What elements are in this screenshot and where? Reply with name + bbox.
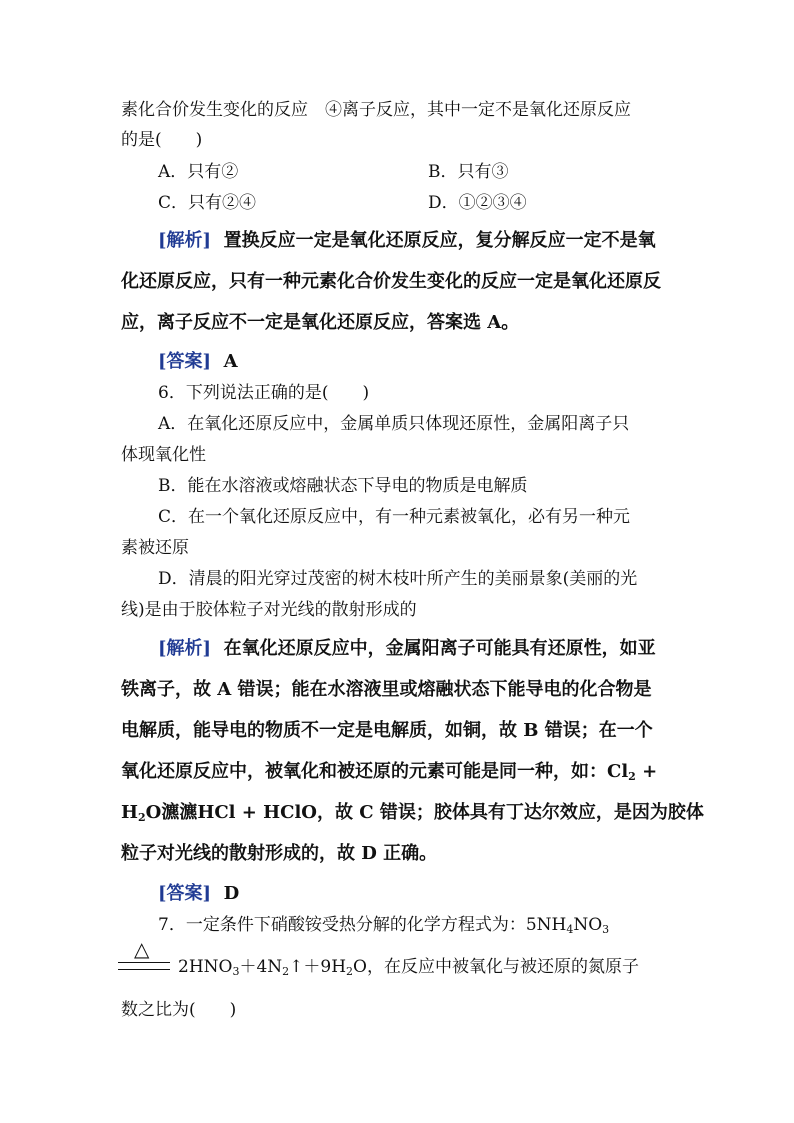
q5-analysis-line1: [解析] 置换反应一定是氧化还原反应，复分解反应一定不是氧 (158, 230, 656, 251)
q5-option-c: C．只有②④ (158, 193, 257, 213)
answer-tag: [答案] (158, 351, 212, 372)
q5-analysis-line3: 应，离子反应不一定是氧化还原反应，答案选 A。 (121, 312, 520, 333)
q6-option-b: B．能在水溶液或熔融状态下导电的物质是电解质 (158, 476, 528, 496)
analysis-tag: [解析] (158, 230, 212, 251)
q6-answer: [答案] D (158, 883, 240, 904)
q7-line3: 数之比为( ) (121, 1000, 237, 1020)
q5-analysis-line2: 化还原反应，只有一种元素化合价发生变化的反应一定是氧化还原反 (121, 271, 661, 292)
analysis-tag: [解析] (158, 638, 212, 659)
q7-line2: $2HNO_3+4N_2↑+9H_2O$，在反应中被氧化与被还原的氮原子 (178, 957, 639, 978)
q6-analysis-line6: 粒子对光线的散射形成的，故 D 正确。 (121, 843, 438, 864)
q6-analysis-line1: [解析] 在氧化还原反应中，金属阳离子可能具有还原性，如亚 (158, 638, 656, 659)
q6-stem: 6．下列说法正确的是( ) (158, 383, 370, 403)
q6-option-a-line2: 体现氧化性 (121, 445, 206, 465)
answer-tag: [答案] (158, 883, 212, 904)
q6-option-d-line1: D．清晨的阳光穿过茂密的树木枝叶所产生的美丽景象(美丽的光 (158, 569, 638, 589)
q5-option-b: B．只有③ (428, 162, 509, 182)
q5-stem-line1: 素化合价发生变化的反应 ④离子反应，其中一定不是氧化还原反应 (121, 100, 631, 120)
q6-analysis-line3: 电解质，能导电的物质不一定是电解质，如铜，故 B 错误；在一个 (121, 720, 653, 741)
q5-option-d: D．①②③④ (428, 193, 527, 213)
heat-delta-icon: △ (134, 937, 150, 961)
q6-analysis-line2: 铁离子，故 A 错误；能在水溶液里或熔融状态下能导电的化合物是 (121, 679, 652, 700)
q6-option-d-line2: 线)是由于胶体粒子对光线的散射形成的 (121, 600, 417, 620)
equation-double-bar (118, 962, 170, 970)
q6-analysis-line5: $H_2O$瀌瀌HCl + HClO，故 C 错误；胶体具有丁达尔效应，是因为胶体 (121, 802, 704, 824)
q5-stem-line2: 的是( ) (121, 130, 203, 150)
q6-option-a-line1: A．在氧化还原反应中，金属单质只体现还原性，金属阳离子只 (158, 414, 630, 434)
q6-option-c-line1: C．在一个氧化还原反应中，有一种元素被氧化，必有另一种元 (158, 507, 631, 527)
q7-line1: 7．一定条件下硝酸铵受热分解的化学方程式为：$5NH_4NO_3$ (158, 915, 610, 936)
q5-option-a: A．只有② (158, 162, 239, 182)
q5-answer: [答案] A (158, 351, 238, 372)
q6-analysis-line4: 氧化还原反应中，被氧化和被还原的元素可能是同一种，如：$Cl_2$ + (121, 761, 658, 783)
q6-option-c-line2: 素被还原 (121, 538, 189, 558)
